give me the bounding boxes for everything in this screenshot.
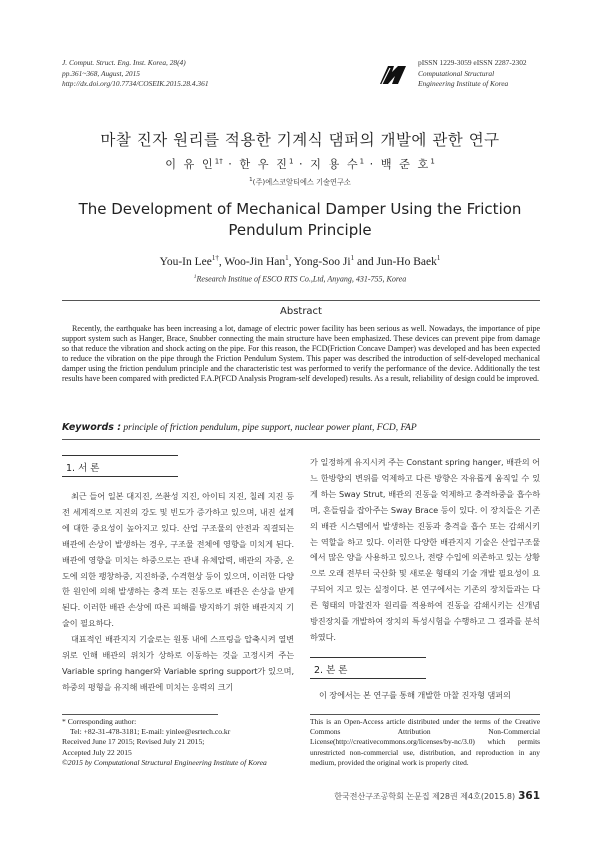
author-separator: ·: [298, 158, 305, 171]
copyright-line: ©2015 by Computational Structural Engineering Institute of Korea: [62, 757, 267, 767]
footnote-divider: [62, 714, 218, 715]
contact-line: Tel: +82-31-478-3181; E-mail: yinlee@esrtech.co.kr: [70, 727, 231, 737]
authors-korean: [0, 156, 600, 172]
citation-line: J. Comput. Struct. Eng. Inst. Korea, 28(4): [62, 58, 186, 67]
author-mark: 1†: [211, 254, 219, 262]
author-mark: 1: [285, 254, 289, 262]
author-name: , Woo-Jin Han: [218, 255, 286, 268]
doi-link[interactable]: http://dx.doi.org/10.7734/COSEIK.2015.28.4.361: [62, 79, 209, 89]
journal-info: [418, 58, 527, 90]
paragraph: 가 일정하게 유지시켜 주는 Constant spring hanger, 배관의 어느 한방향의 변위를 억제하고 다른 방향은 자유롭게 움직일 수 있게 하는 Sway Strut, 배관의 진동을 억제하고 충격하중을 흡수하며, 흔들림을 잡아주는 Sway Brace 등이 있다. 이 장치들은 기존의 배관 시스템에서 발생하는 진동과 충격을 흡수 또는 감쇄시키는 역할을 하고 있다. 이러한 다양한 배관지지 기술은 산업구조물에서 많은 양을 사용하고 있으나, 전량 수입에 의존하고 있는 상황으로 오래 전부터 국산화 및 새로운 형태의 기술 개발 필요성이 요구되어 지고 있는 실정이다. 본 연구에서는 기존의 장치들과는 다른 형태의 마찰진자 원리를 적용하여 진동을 감쇄시키는 신개념 방진장치를 개발하여 장치의 특성시험을 수행하고 그 결과를 분석하였다.: [310, 457, 540, 642]
author-mark: 1†: [214, 157, 223, 166]
affiliation-mark: 1: [193, 274, 197, 280]
journal-citation: [62, 58, 209, 90]
section-heading-introduction: 1. 서 론: [62, 455, 178, 477]
author-name: 한 우 진: [239, 158, 289, 171]
society-name: Engineering Institute of Korea: [418, 79, 509, 89]
section-heading-body: 2. 본 론: [310, 657, 426, 679]
right-column: [310, 455, 540, 704]
received-dates: Received June 17 2015; Revised July 21 2015;: [62, 737, 205, 747]
page-footer: [334, 790, 540, 802]
author-mark: 1: [350, 254, 355, 262]
author-mark: 1: [288, 157, 294, 166]
abstract-body: Recently, the earthquake has been increasing a lot, damage of electric power facility has been serious as well. Nowadays, the importance of pipe support system such as Hanger, Brace, Snubber connecting the main structure have been emphasized. These devices can prevent pipe from damage so that reduce the vibration and shock acting on the pipe. For this reason, the FCD(Friction Concave Damper) was developed and has been expected to reduce the vibration on the pipe through the Friction Pendulum System. This paper was described the introduction of self-developed mechanical damper using the friction pendulum principle and the characteristic test was performed to verify the performance of the device. Additionally the test results have been compared with predicted F.A.P(FCD Analysis Program-self developed) results. As a result, reliability of design could be improved.: [62, 324, 540, 383]
title-line: Pendulum Principle: [228, 221, 372, 239]
page-number: 361: [518, 790, 540, 802]
society-name: Computational Structural: [418, 68, 495, 78]
title-korean: 마찰 진자 원리를 적용한 기계식 댐퍼의 개발에 관한 연구: [100, 131, 500, 149]
paragraph: 이 장에서는 본 연구를 통해 개발한 마찰 진자형 댐퍼의: [319, 689, 511, 700]
affiliation-text: Research Institue of ESCO RTS Co.,Ltd, Anyang, 431-755, Korea: [196, 274, 407, 284]
citation-line: pp.361~368, August, 2015: [62, 68, 140, 78]
author-name: , Yong-Soo Ji: [288, 255, 351, 268]
footnote-line: * Corresponding author:: [62, 717, 137, 726]
abstract-heading: Abstract: [280, 306, 322, 317]
author-mark: 1: [436, 254, 441, 262]
affiliation-mark: 1: [249, 177, 253, 183]
author-separator: ·: [369, 158, 376, 171]
keywords-list: principle of friction pendulum, pipe support, nuclear power plant, FCD, FAP: [121, 423, 417, 433]
affiliation-korean: [0, 177, 600, 187]
keywords: [62, 422, 540, 433]
paragraph: 대표적인 배관지지 기술로는 원통 내에 스프링을 압축시켜 열변위로 인해 배관의 위치가 상하로 이동하는 것을 고정시켜 주는 Variable spring hanger와 Variable spring support가 있으며, 하중의 평형을 유지해 배관에 미치는 응력의 크기: [62, 634, 294, 692]
author-name: and Jun-Ho Baek: [354, 255, 437, 268]
issn: pISSN 1229-3059 eISSN 2287-2302: [418, 58, 527, 67]
license-notice: This is an Open-Access article distributed under the terms of the Creative Commons Attribution Non-Commercial License(http://creativecommons.org/licenses/by-nc/3.0) which permits unrestricted non-commercial use, distribution, and reproduction in any medium, provided the original work is properly cited.: [310, 717, 540, 767]
footnote-divider: [310, 714, 540, 715]
correspondence-footnote: [62, 717, 298, 768]
affiliation-text: (주)에스코알티에스 기술연구소: [252, 177, 351, 187]
author-mark: 1: [430, 157, 435, 166]
keywords-label: Keywords :: [62, 422, 122, 433]
affiliation-english: [0, 274, 600, 284]
author-name: 지 용 수: [310, 158, 360, 171]
author-mark: 1: [359, 157, 365, 166]
title-line: The Development of Mechanical Damper Using the Friction: [78, 200, 522, 218]
author-name: You-In Lee: [159, 255, 212, 268]
footer-journal: 한국전산구조공학회 논문집 제28권 제4호(2015.8): [334, 792, 516, 801]
author-separator: ·: [228, 158, 234, 171]
title-english: [60, 199, 540, 241]
paragraph: 최근 들어 일본 대지진, 쓰촨성 지진, 아이티 지진, 칠레 지진 등 전 세계적으로 지진의 강도 및 빈도가 증가하고 있으며, 내진 설계에 대한 중요성이 높아지고 있다. 산업 구조물의 안전과 직결되는 배관에 손상이 발생하는 경우, 구조물 전체에 영향을 미치게 된다. 배관에 영향을 미치는 하중으로는 관내 유체압력, 배관의 자중, 온도에 의한 팽창하중, 지진하중, 수격현상 등이 있으며, 이러한 다양한 원인에 의해 발생하는 충격 또는 진동으로 배관은 손상을 받게 된다. 이러한 배관 손상에 따른 피해를 방지하기 위한 배관지지 기술이 필요하다.: [62, 491, 294, 629]
left-column: [62, 455, 294, 696]
author-name: 백 준 호: [380, 158, 431, 171]
authors-english: [0, 254, 600, 268]
cosEIK-logo-icon: [378, 64, 408, 86]
accepted-date: Accepted July 22 2015: [62, 747, 132, 757]
abstract-box: [62, 300, 540, 440]
author-name: 이 유 인: [165, 158, 215, 171]
